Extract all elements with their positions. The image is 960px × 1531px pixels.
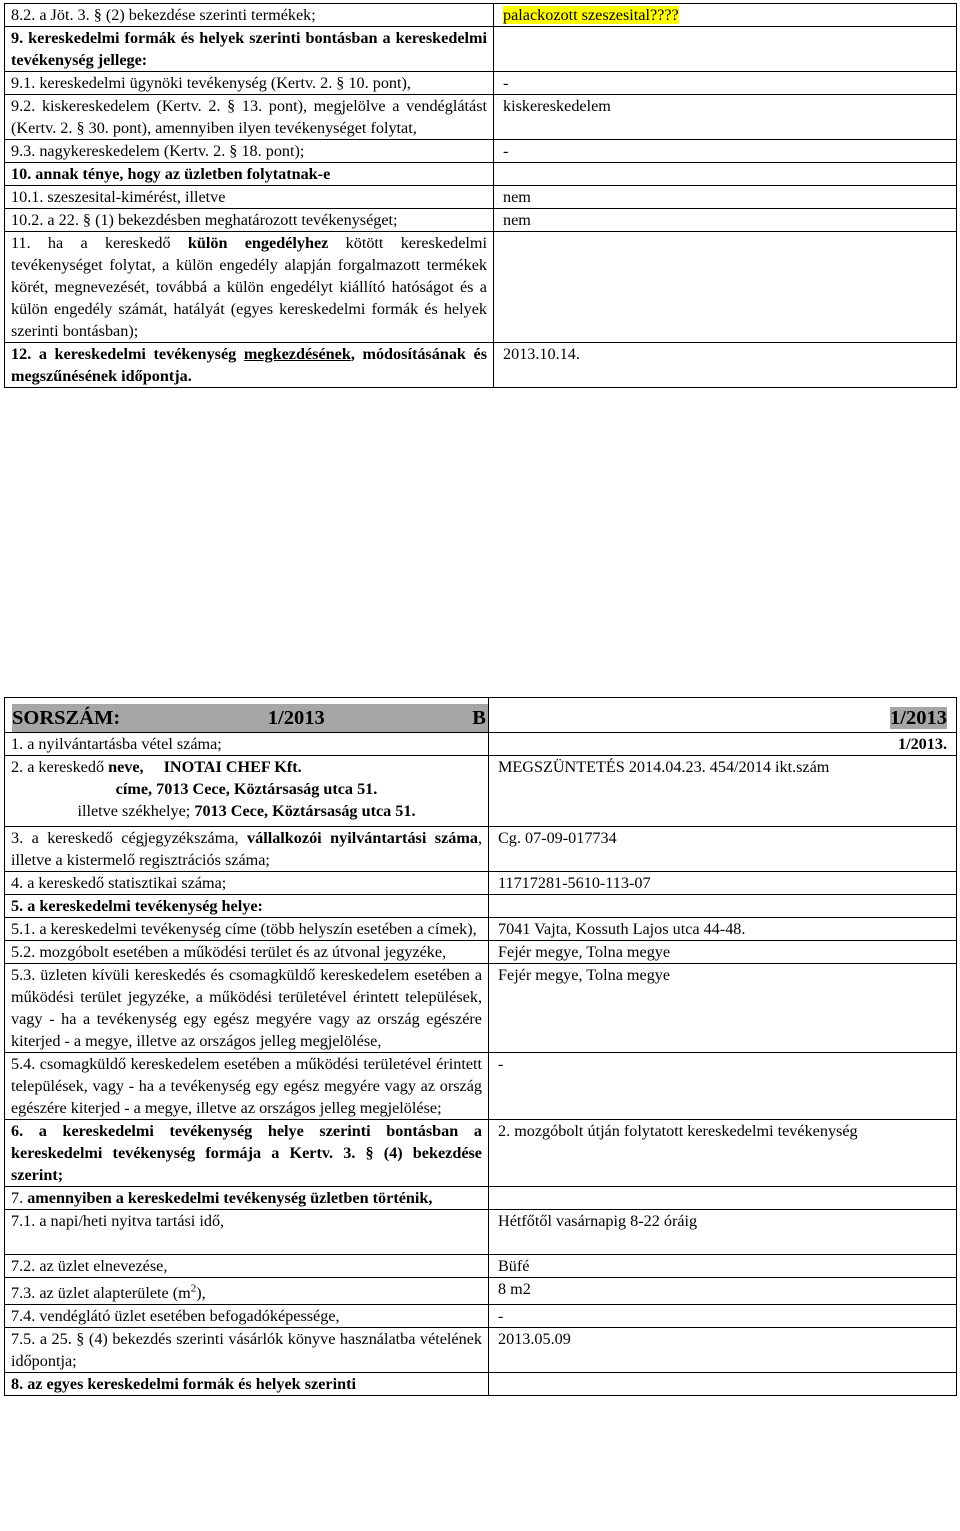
row-label [5,1278,489,1305]
row-label [5,232,494,343]
row-label: 5. a kereskedelmi tevékenység helye: [5,895,489,918]
row-value: nem [494,209,957,232]
table-row [5,964,957,1053]
table-row [5,872,957,895]
row-value: 8 m2 [489,1278,957,1305]
row-label: 8.2. a Jöt. 3. § (2) bekezdése szerinti termékek; [5,4,494,27]
text-part: 11. ha a kereskedő [11,234,188,252]
row-label: 7.2. az üzlet elnevezése, [5,1255,489,1278]
title-row [5,698,957,733]
row-value: - [494,72,957,95]
text-part: , illetve a kistermelő regisztrációs száma; [11,829,482,869]
row-label: 6. a kereskedelmi tevékenység helye szerinti bontásban a kereskedelmi tevékenység formája a Kertv. 3. § (4) bekezdése szerint; [5,1120,489,1187]
row-value: 7041 Vajta, Kossuth Lajos utca 44-48. [489,918,957,941]
table-row [5,895,957,918]
row-label: 9.1. kereskedelmi ügynöki tevékenység (Kertv. 2. § 10. pont), [5,72,494,95]
text-part-bold: címe, [115,780,153,798]
trader-address-line [11,778,482,800]
table-row [5,1210,957,1255]
trader-name: INOTAI CHEF Kft. [163,758,302,776]
row-label: 5.4. csomagküldő kereskedelem esetében a működési területével érintett települések, vagy - ha a tevékenység egy egész megyére vagy az ország egészére kiterjed - a megye, illetve az országos jelleg megjelölése; [5,1053,489,1120]
row-value: 11717281-5610-113-07 [489,872,957,895]
text-part: 3. a kereskedő cégjegyzékszáma, [11,829,248,847]
row-label: 10. annak ténye, hogy az üzletben folytatnak-e [5,163,494,186]
table-row [5,1328,957,1373]
row-value [489,1373,957,1396]
row-label: 9.2. kiskereskedelem (Kertv. 2. § 13. pont), megjelölve a vendéglátást (Kertv. 2. § 30. pont), amennyiben ilyen tevékenységet folytat, [5,95,494,140]
row-value: - [489,1053,957,1120]
text-part: , módosításának és megszűnésének időpontja. [11,345,487,385]
sorszam-bar [12,704,488,732]
superscript: 2 [190,1282,197,1295]
table-row [5,733,957,756]
row-value: 2. mozgóbolt útján folytatott kereskedelmi tevékenység [489,1120,957,1187]
trader-seat-line [11,800,482,822]
table-row [5,1373,957,1396]
row-value: 2013.10.14. [494,343,957,388]
table-row [5,186,957,209]
row-value: - [494,140,957,163]
table-row [5,1305,957,1328]
row-label [5,756,489,827]
bottom-register-table [4,697,957,1396]
table-row [5,918,957,941]
row-label [5,827,489,872]
row-label: 5.1. a kereskedelmi tevékenység címe (több helyszín esetében a címek), [5,918,489,941]
table-row [5,1187,957,1210]
trader-seat: 7013 Cece, Köztársaság utca 51. [190,802,416,820]
table-row [5,27,957,72]
row-value: MEGSZÜNTETÉS 2014.04.23. 454/2014 ikt.szám [489,756,957,827]
row-value [494,232,957,343]
trader-name-line [11,756,482,778]
row-value: Büfé [489,1255,957,1278]
row-label: 7.4. vendéglátó üzlet esetében befogadóképessége, [5,1305,489,1328]
row-value: Fejér megye, Tolna megye [489,964,957,1053]
row-value: Fejér megye, Tolna megye [489,941,957,964]
text-part: 7. [11,1189,28,1207]
row-label: 8. az egyes kereskedelmi formák és helyek szerinti [5,1373,489,1396]
row-label: 5.2. mozgóbolt esetében a működési terület és az útvonal jegyzéke, [5,941,489,964]
title-cell [5,698,489,733]
sorszam-label: SORSZÁM: [12,707,121,729]
row-value: Cg. 07-09-017734 [489,827,957,872]
sorszam-right: 1/2013 [890,707,947,729]
title-cell-right [489,698,957,733]
row-label: 7.1. a napi/heti nyitva tartási idő, [5,1210,489,1255]
row-label: 7.5. a 25. § (4) bekezdés szerinti vásárlók könyve használatba vételének időpontja; [5,1328,489,1373]
table-row [5,4,957,27]
text-part-bold: neve, [108,758,144,776]
text-part-underlined: megkezdésének [243,345,351,363]
row-value: - [489,1305,957,1328]
table-row [5,343,957,388]
text-part: ), [196,1284,206,1302]
sorszam-letter: B [472,707,486,729]
text-part: illetve székhelye; [77,802,191,820]
table-row [5,163,957,186]
row-label [5,1187,489,1210]
sorszam-number: 1/2013 [267,707,325,729]
table-row [5,1278,957,1305]
row-label: 5.3. üzleten kívüli kereskedés és csomagküldő kereskedelem esetében a működési terület jegyzéke, a működési területével érintett települések, vagy - ha a tevékenység egy egész megyére vagy az ország egészére kiterjed - a megye, illetve az országos jelleg megjelölése, [5,964,489,1053]
row-label: 9. kereskedelmi formák és helyek szerinti bontásban a kereskedelmi tevékenység jellege: [5,27,494,72]
top-register-table [4,3,957,388]
table-row [5,140,957,163]
row-value [494,27,957,72]
text-part: 2. a kereskedő [11,758,109,776]
row-value [494,4,957,27]
row-value: kiskereskedelem [494,95,957,140]
table-row [5,72,957,95]
table-row [5,941,957,964]
table-row [5,1120,957,1187]
row-value [489,1187,957,1210]
table-row [5,232,957,343]
row-label: 10.2. a 22. § (1) bekezdésben meghatározott tevékenységet; [5,209,494,232]
row-value [494,163,957,186]
table-row [5,827,957,872]
row-label: 9.3. nagykereskedelem (Kertv. 2. § 18. pont); [5,140,494,163]
row-value: 1/2013. [489,733,957,756]
row-label [5,343,494,388]
row-label: 1. a nyilvántartásba vétel száma; [5,733,489,756]
row-label: 10.1. szeszesital-kimérést, illetve [5,186,494,209]
text-part: kötött kereskedelmi tevékenységet folytat, a külön engedély alapján forgalmazott termékek körét, megnevezését, továbbá a külön engedélyt kiállító hatóságot és a külön engedély számát, hatályát (egyes kereskedelmi formák és helyek szerinti bontásban); [11,234,487,340]
highlighted-value: palackozott szeszesital???? [503,6,679,24]
table-row [5,1255,957,1278]
text-part-bold: vállalkozói nyilvántartási száma [247,829,478,847]
text-part-bold: külön engedélyhez [187,234,329,252]
trader-address: 7013 Cece, Köztársaság utca 51. [152,780,378,798]
row-value: nem [494,186,957,209]
row-label: 4. a kereskedő statisztikai száma; [5,872,489,895]
text-part: 7.3. az üzlet alapterülete (m [11,1284,191,1302]
table-row [5,95,957,140]
text-part: 12. a kereskedelmi tevékenység [11,345,244,363]
table-row [5,1053,957,1120]
table-row [5,756,957,827]
row-value: Hétfőtől vasárnapig 8-22 óráig [489,1210,957,1255]
row-value: 2013.05.09 [489,1328,957,1373]
text-part-bold: amennyiben a kereskedelmi tevékenység üzletben történik, [27,1189,433,1207]
table-row [5,209,957,232]
row-value [489,895,957,918]
